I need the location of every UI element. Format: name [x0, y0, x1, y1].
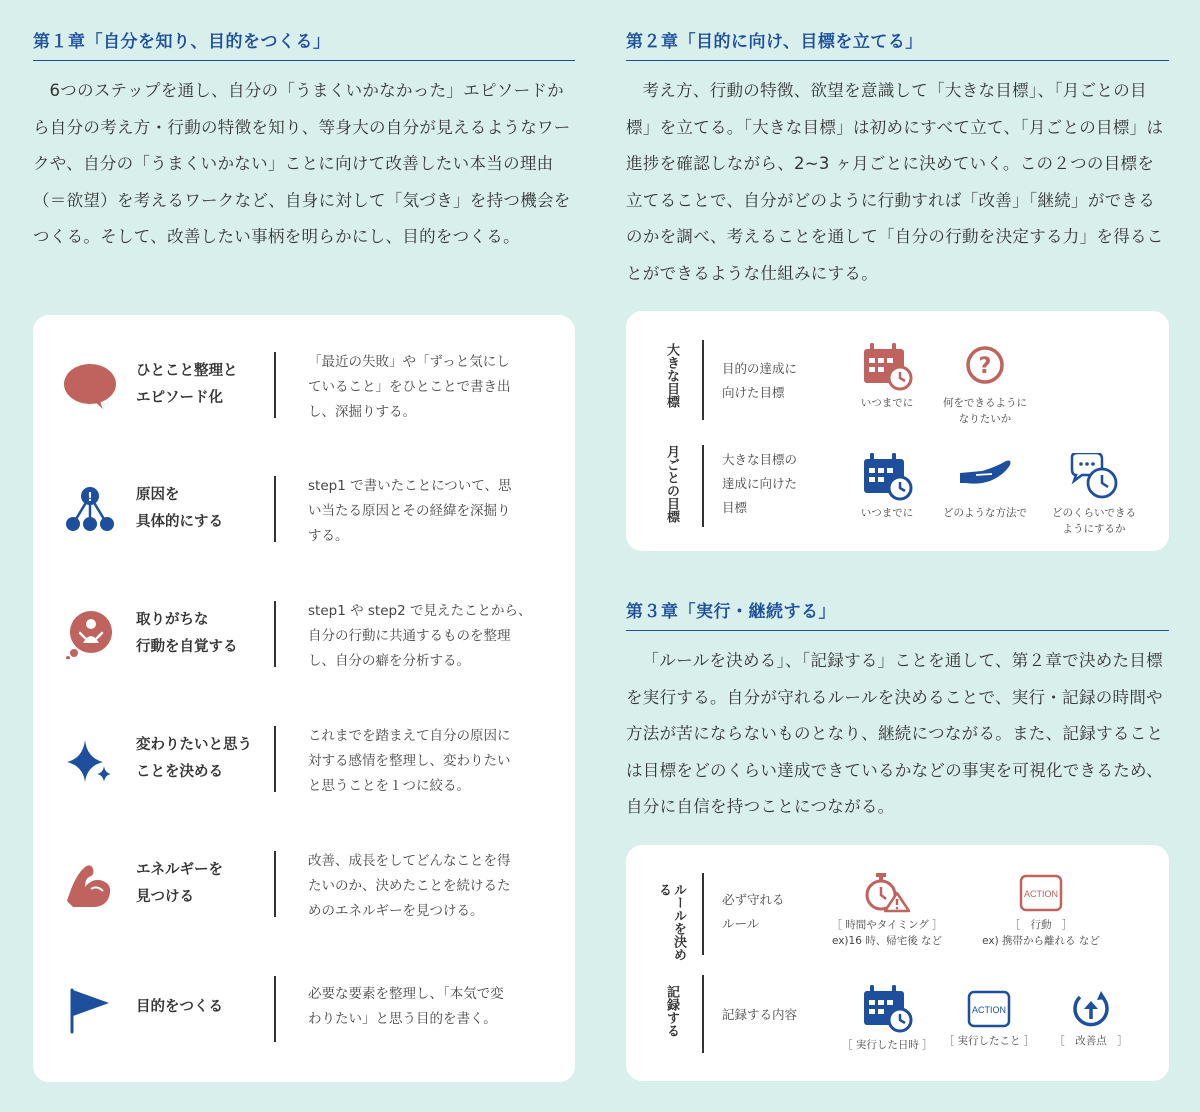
rules-item-caption: ［ 時間やタイミング ］ ex)16 時、帰宅後 など: [831, 919, 943, 947]
goal-item-caption: いつまでに: [860, 507, 914, 519]
goal-row-label: 月ごとの目標: [664, 445, 679, 523]
cause-tree-icon: [63, 486, 117, 534]
step-description: 「最近の失敗」や「ずっと気にし ていること」をひとことで書き出 し、深掘りする。: [308, 354, 511, 420]
goal-item: [1038, 453, 1150, 537]
chapter2-body: 考え方、行動の特徴、欲望を意識して「大きな目標」、「月ごとの目標」を立てる。「大きな目標」は初めにすべて立て、「月ごとの目標」は進捗を確認しながら、2~3 ヶ月ごとに決めていく。この２つの目標を立てることで、自分がどのように行動すれば「改善」「継続」ができるのかを調べ、考えることを通して「自分の行動を決定する力」を得ることができるような仕組みにする。: [626, 81, 1164, 283]
improve-cycle-icon: [1068, 989, 1114, 1029]
open-hand-icon: [956, 453, 1014, 501]
goal-item-caption: どのような方法で: [943, 507, 1027, 519]
rules-item-caption: ［ 行動 ］ ex) 携帯から離れる など: [982, 919, 1100, 947]
step-title: 目的をつくる: [136, 999, 223, 1015]
chapter2-section: [626, 31, 1169, 292]
step-description: 改善、成長をしてどんなことを得 たいのか、決めたことを続けるた めのエネルギーを見つける。: [308, 853, 511, 919]
chat-clock-icon: [1068, 453, 1120, 501]
step-title: 変わりたいと思う ことを決める: [136, 737, 252, 780]
step-divider: [274, 352, 276, 418]
rules-item-caption: ［ 実行したこと ］: [943, 1035, 1035, 1047]
rules-row-label: 記録する: [664, 985, 679, 1037]
rules-item: [842, 985, 932, 1053]
chapter3-rules-card: [626, 845, 1169, 1081]
chapter1-steps-card: [33, 315, 575, 1082]
rules-row-label: ルールを決める: [656, 883, 686, 961]
rules-item: [970, 873, 1112, 949]
step-4: [33, 724, 575, 794]
chapter1-section: [33, 31, 575, 256]
step-1: [33, 350, 575, 420]
svg-text:!: !: [87, 490, 93, 504]
row-divider: [702, 975, 704, 1053]
step-divider: [274, 476, 276, 542]
thinking-person-icon: [63, 611, 117, 659]
action-box-icon: [1018, 873, 1064, 913]
goal-item-caption: いつまでに: [860, 397, 914, 409]
step-description: step1 や step2 で見えたことから、 自分の行動に共通するものを整理 し、自分の癖を分析する。: [308, 603, 532, 669]
calendar-clock-icon: [858, 453, 916, 501]
step-divider: [274, 976, 276, 1042]
step-title: エネルギーを 見つける: [136, 862, 223, 905]
svg-text:?: ?: [978, 354, 992, 379]
row-divider: [702, 340, 704, 420]
action-box-icon: [966, 989, 1012, 1029]
step-description: step1 で書いたことについて、思 い当たる原因とその経緯を深掘り する。: [308, 478, 512, 544]
question-circle-icon: [961, 343, 1009, 391]
rules-item-caption: ［ 改善点 ］: [1054, 1035, 1128, 1047]
step-2: [33, 474, 575, 544]
goal-row-sub: 目的の達成に 向けた目標: [722, 361, 798, 400]
sparkle-icon: [63, 736, 117, 784]
svg-text:ACTION: ACTION: [1023, 889, 1059, 899]
rules-row-sub: 必ず守れる ルール: [722, 892, 785, 931]
goal-item: [932, 343, 1038, 427]
step-divider: [274, 851, 276, 917]
chapter2-title: 第２章「目的に向け、目標を立てる」: [626, 31, 1169, 61]
rules-item: [942, 989, 1036, 1049]
goal-item-caption: 何をできるように なりたいか: [943, 397, 1027, 425]
step-title: 原因を 具体的にする: [136, 487, 223, 530]
chapter2-goals-card: [626, 311, 1169, 551]
goal-item: [932, 453, 1038, 521]
chapter1-body: 6つのステップを通し、自分の「うまくいかなかった」エピソードから自分の考え方・行動の特徴を知り、等身大の自分が見えるようなワークや、自分の「うまくいかない」ことに向けて改善したい本当の理由（＝欲望）を考えるワークなど、自身に対して「気づき」を持つ機会をつくる。そして、改善したい事柄を明らかにし、目的をつくる。: [33, 81, 571, 246]
chapter3-title: 第３章「実行・継続する」: [626, 601, 1169, 631]
step-3: [33, 599, 575, 669]
speech-bubble-icon: [63, 362, 117, 410]
flexed-arm-icon: [63, 861, 117, 909]
rules-item-caption: ［ 実行した日時 ］: [842, 1039, 933, 1051]
chapter1-title: 第１章「自分を知り、目的をつくる」: [33, 31, 575, 61]
step-description: これまでを踏まえて自分の原因に 対する感情を整理し、変わりたい と思うことを１つに絞る。: [308, 728, 511, 794]
flag-icon: [63, 986, 117, 1034]
calendar-clock-icon: [858, 985, 916, 1033]
stopwatch-warning-icon: [863, 873, 911, 913]
step-6: [33, 974, 575, 1044]
rules-item: [1048, 989, 1134, 1049]
rules-row-label-wrap: [656, 883, 700, 963]
row-divider: [702, 873, 704, 955]
goal-item-caption: どのくらいできる ようにするか: [1052, 507, 1136, 535]
step-divider: [274, 601, 276, 667]
step-title: ひとこと整理と エピソード化: [136, 363, 238, 406]
step-divider: [274, 726, 276, 792]
rules-item: [822, 873, 952, 949]
step-description: 必要な要素を整理し、「本気で変 わりたい」と思う目的を書く。: [308, 986, 504, 1027]
chapter3-section: [626, 601, 1169, 826]
step-title: 取りがちな 行動を自覚する: [136, 612, 238, 655]
row-divider: [702, 445, 704, 527]
step-5: [33, 849, 575, 919]
goal-item: [842, 343, 932, 411]
goal-row-sub: 大きな目標の 達成に向けた 目標: [722, 452, 798, 515]
rules-row-sub: 記録する内容: [722, 1007, 798, 1022]
chapter3-body: 「ルールを決める」、「記録する」ことを通して、第２章で決めた目標を実行する。自分が守れるルールを決めることで、実行・記録の時間や方法が苦にならないものとなり、継続につながる。また、記録することは目標をどのくらい達成できているかなどの事実を可視化できるため、自分に自信を持つことにつながる。: [626, 651, 1164, 816]
goal-item: [842, 453, 932, 521]
goal-row-label: 大きな目標: [664, 343, 679, 408]
calendar-clock-icon: [858, 343, 916, 391]
svg-text:ACTION: ACTION: [971, 1005, 1007, 1015]
